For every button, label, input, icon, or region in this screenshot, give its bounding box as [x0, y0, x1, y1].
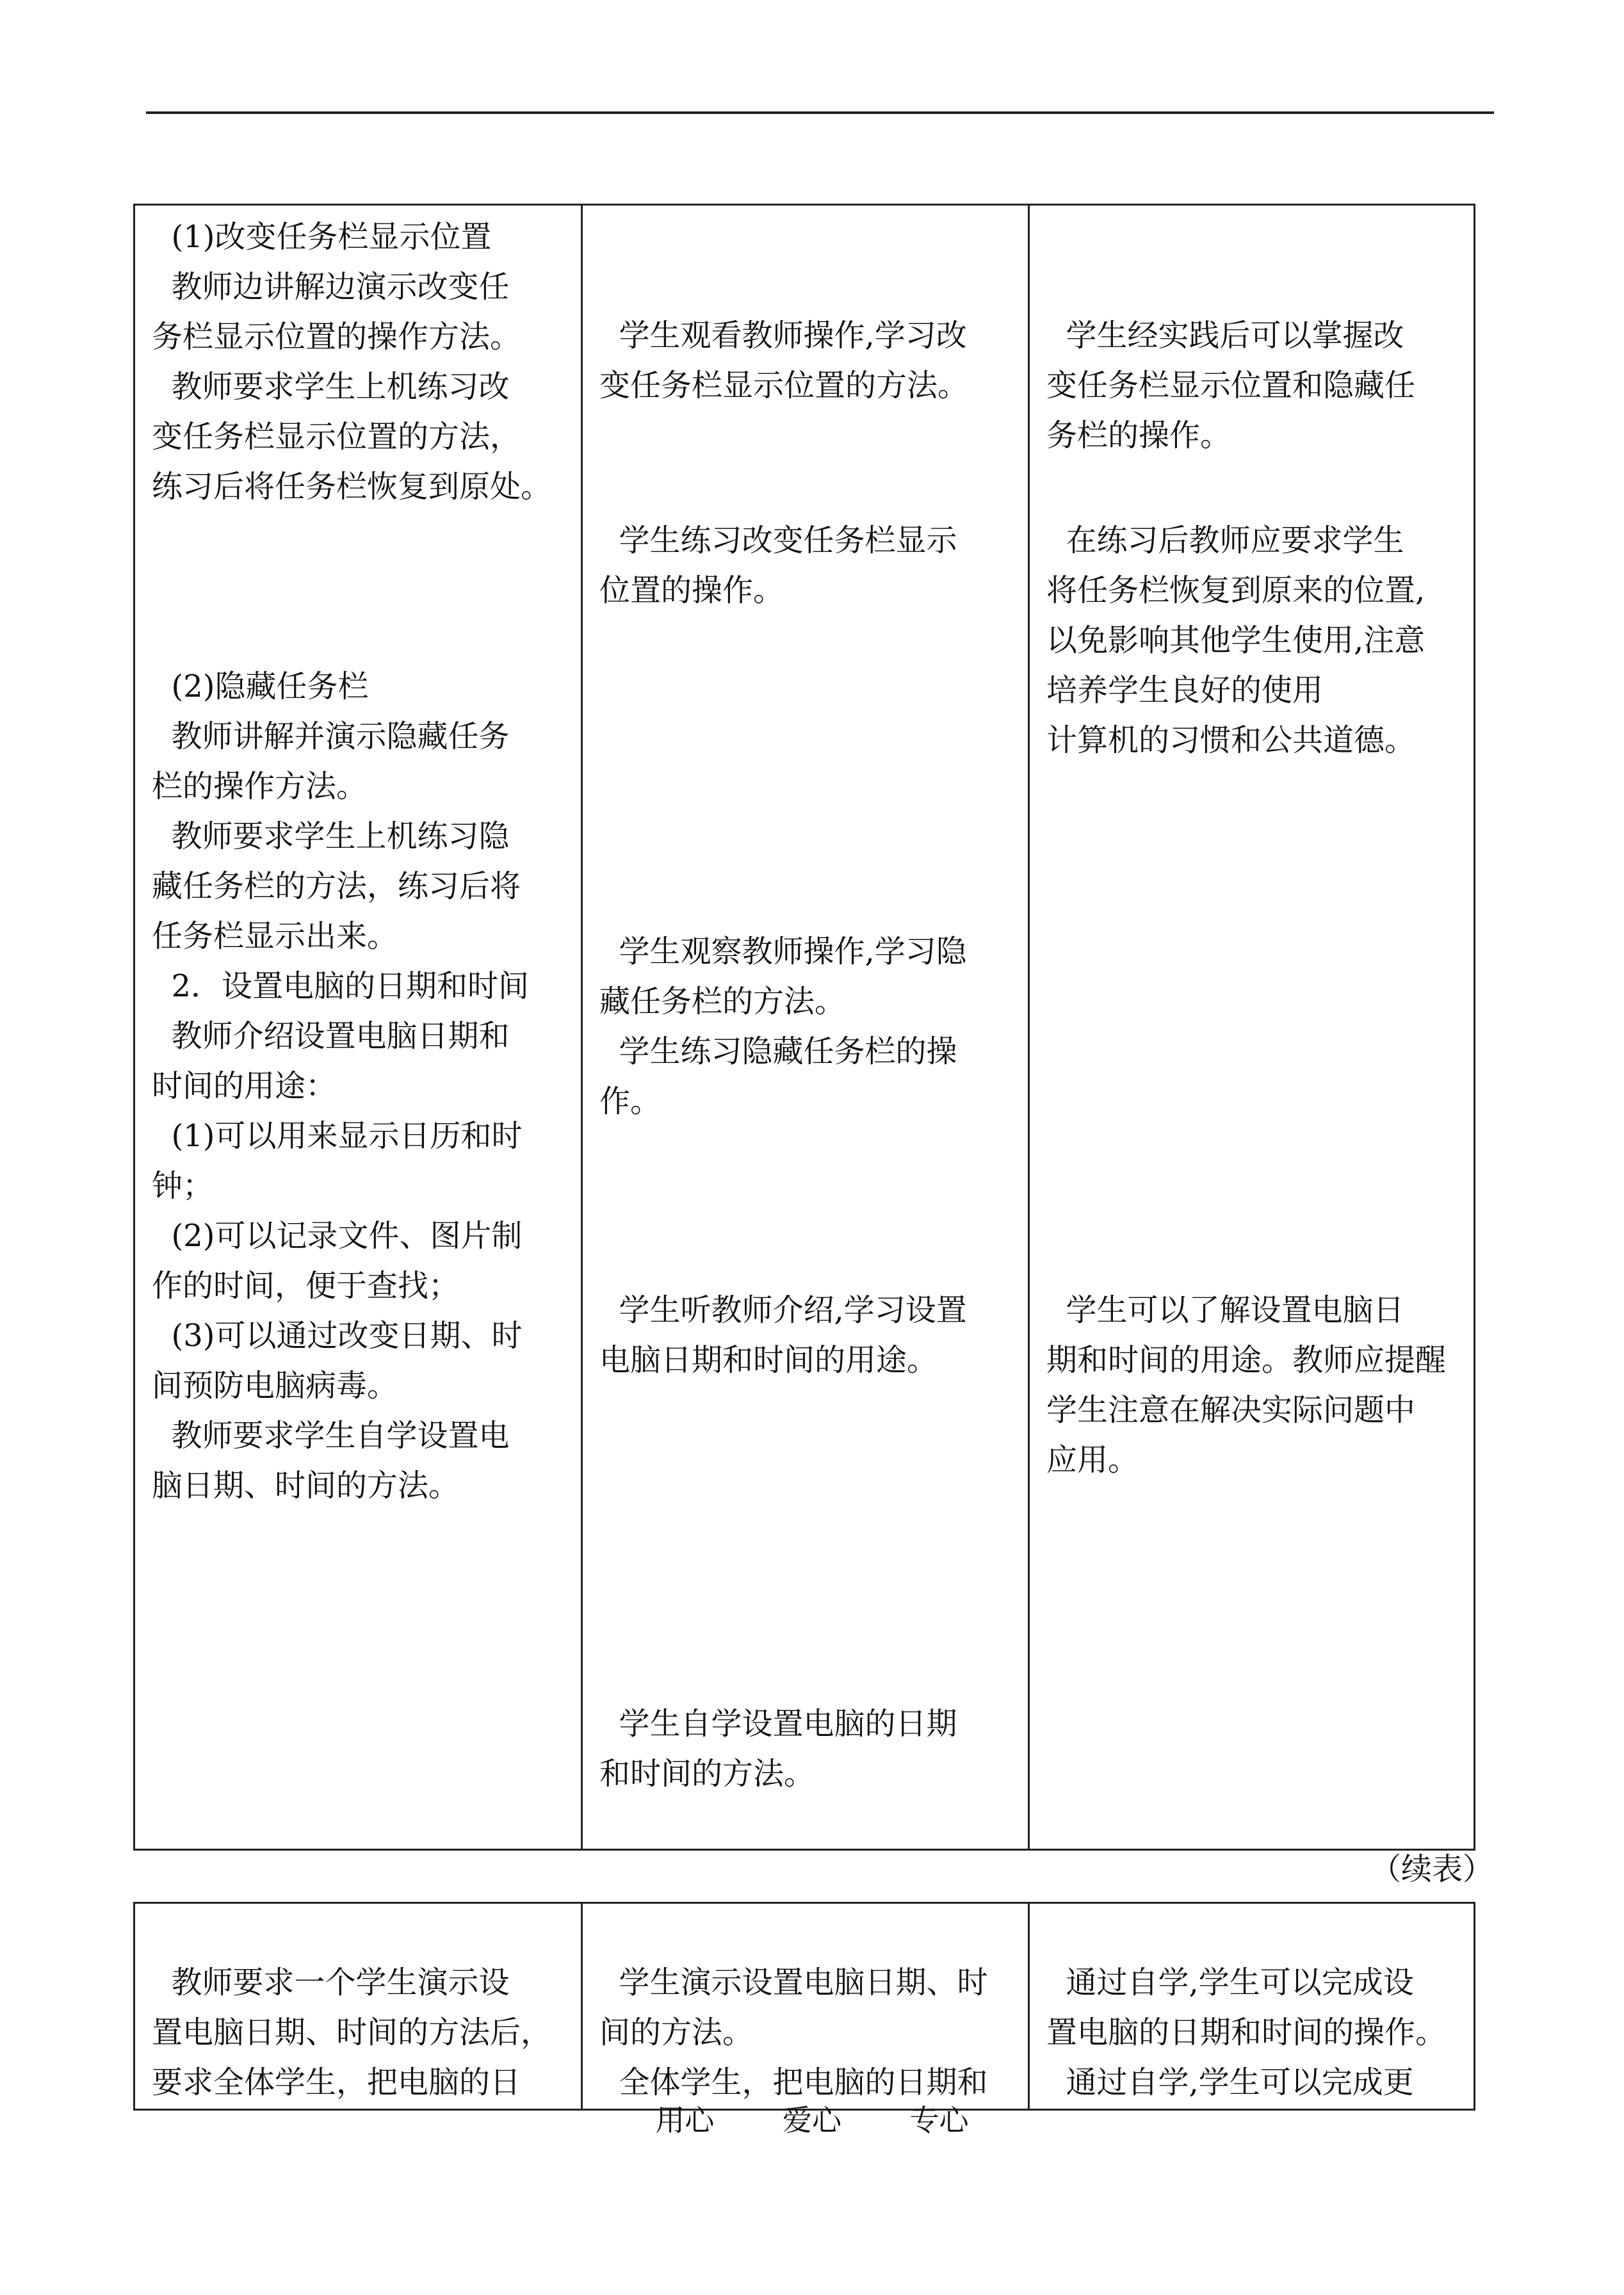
text-line: 务栏显示位置的操作方法。 [152, 319, 521, 355]
text-line: 学生经实践后可以掌握改 [1046, 318, 1404, 353]
student-activity-text-c [599, 927, 967, 1126]
text-line: 教师边讲解边演示改变任 [152, 269, 510, 305]
page-footer [0, 2098, 1624, 2143]
text-line: 时间的用途： [152, 1068, 337, 1104]
teacher-activity-text-continued [152, 1958, 551, 2107]
text-line: 学生注意在解决实际问题中 [1046, 1392, 1416, 1428]
text-line: 间预防电脑病毒。 [152, 1368, 398, 1404]
text-line: 教师要求学生上机练习隐 [152, 818, 510, 854]
text-line: 全体学生，把电脑的日期和 [599, 2064, 988, 2100]
teacher-activity-text [152, 212, 551, 1511]
student-activity-column [581, 206, 1028, 1849]
text-line: 变任务栏显示位置和隐藏任 [1046, 368, 1416, 403]
text-line: 学生练习隐藏任务栏的操 [599, 1034, 957, 1069]
text-line: 务栏的操作。 [1046, 418, 1231, 453]
student-activity-text-d [599, 1285, 967, 1385]
teacher-activity-column [135, 206, 581, 1849]
design-intent-text-b [1046, 515, 1425, 765]
text-line: 藏任务栏的方法。 [599, 984, 846, 1019]
text-line: 学生练习改变任务栏显示 [599, 523, 957, 558]
text-line: (2)隐藏任务栏 [152, 669, 369, 704]
text-line: 学生自学设置电脑的日期 [599, 1706, 957, 1742]
text-line: 教师要求学生自学设置电 [152, 1418, 510, 1454]
text-line: 教师讲解并演示隐藏任务 [152, 718, 510, 754]
design-intent-column [1028, 206, 1475, 1849]
text-line: 2．设置电脑的日期和时间 [152, 968, 530, 1004]
text-line: 教师介绍设置电脑日期和 [152, 1018, 510, 1054]
text-line: 计算机的习惯和公共道德。 [1046, 722, 1416, 758]
footer-item-1: 用心 [655, 2103, 715, 2137]
text-line: 教师要求一个学生演示设 [152, 1965, 510, 2000]
design-intent-column-continued [1028, 1904, 1475, 2109]
text-line: 任务栏显示出来。 [152, 918, 398, 954]
text-line [152, 512, 551, 562]
text-line: (1)可以用来显示日历和时 [152, 1118, 523, 1154]
text-line: 置电脑日期、时间的方法后， [152, 2015, 552, 2050]
text-line: 和时间的方法。 [599, 1756, 815, 1792]
student-activity-text-b [599, 515, 957, 615]
text-line: 作的时间，便于查找； [152, 1268, 460, 1304]
text-line: 学生可以了解设置电脑日 [1046, 1292, 1404, 1328]
student-activity-text-e [599, 1699, 957, 1799]
text-line: (2)可以记录文件、图片制 [152, 1218, 523, 1254]
text-line [152, 612, 551, 661]
design-intent-text-c [1046, 1285, 1446, 1485]
text-line: 要求全体学生，把电脑的日 [152, 2064, 521, 2100]
design-intent-text-continued [1046, 1958, 1446, 2107]
text-line: 变任务栏显示位置的方法， [152, 419, 521, 455]
text-line: 期和时间的用途。教师应提醒 [1046, 1342, 1447, 1378]
text-line: 练习后将任务栏恢复到原处。 [152, 469, 552, 505]
text-line: 变任务栏显示位置的方法。 [599, 368, 969, 403]
student-activity-column-continued [581, 1904, 1028, 2109]
text-line: 在练习后教师应要求学生 [1046, 523, 1404, 558]
lesson-table-continued [133, 1902, 1475, 2111]
student-activity-text-a [599, 311, 968, 410]
text-line: 学生观察教师操作,学习隐 [599, 934, 967, 969]
footer-item-3: 专心 [909, 2103, 969, 2137]
text-line: 将任务栏恢复到原来的位置, [1046, 572, 1425, 608]
text-line: 电脑日期和时间的用途。 [599, 1342, 938, 1378]
text-line: 藏任务栏的方法，练习后将 [152, 868, 521, 904]
continued-table-label: （续表） [1370, 1851, 1494, 1887]
lesson-table-main [133, 204, 1475, 1851]
text-line: 通过自学,学生可以完成更 [1046, 2064, 1414, 2100]
text-line [152, 562, 551, 612]
text-line: 学生听教师介绍,学习设置 [599, 1292, 967, 1328]
text-line: 置电脑的日期和时间的操作。 [1046, 2015, 1447, 2050]
header-rule [146, 111, 1494, 114]
text-line: 以免影响其他学生使用,注意 [1046, 622, 1425, 658]
text-line: 应用。 [1046, 1442, 1139, 1478]
footer-item-2: 爱心 [783, 2103, 841, 2137]
text-line: 学生演示设置电脑日期、时 [599, 1965, 988, 2000]
text-line: 钟； [152, 1168, 214, 1204]
text-line: 作。 [599, 1083, 662, 1119]
text-line: 脑日期、时间的方法。 [152, 1468, 460, 1504]
design-intent-text-a [1046, 311, 1415, 460]
text-line: 通过自学,学生可以完成设 [1046, 1965, 1414, 2000]
text-line: 位置的操作。 [599, 572, 784, 608]
teacher-activity-column-continued [135, 1904, 581, 2109]
text-line: (3)可以通过改变日期、时 [152, 1318, 523, 1354]
text-line: 培养学生良好的使用 [1046, 672, 1324, 708]
text-line: 教师要求学生上机练习改 [152, 369, 510, 405]
student-activity-text-continued [599, 1958, 988, 2107]
text-line: 学生观看教师操作,学习改 [599, 318, 967, 353]
text-line: (1)改变任务栏显示位置 [152, 219, 492, 255]
text-line: 间的方法。 [599, 2015, 754, 2050]
text-line: 栏的操作方法。 [152, 768, 368, 804]
